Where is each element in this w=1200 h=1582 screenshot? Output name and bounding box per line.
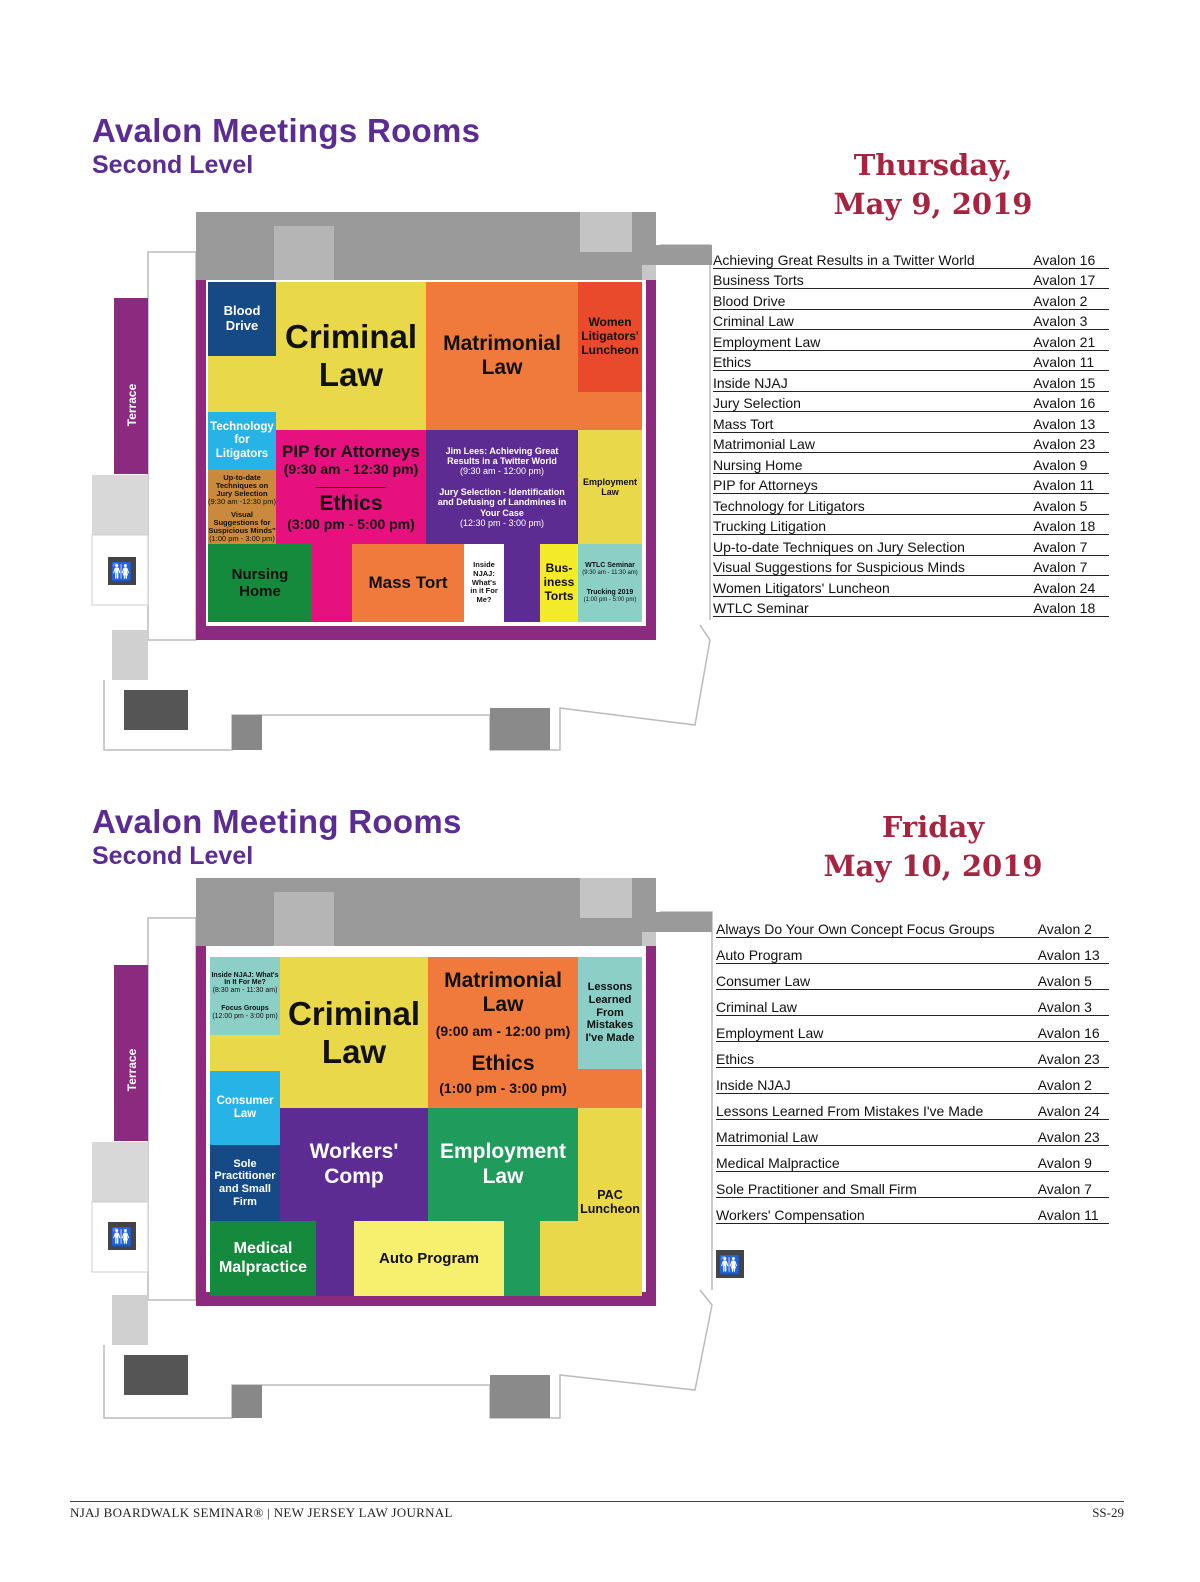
friday-schedule-room: Avalon 13 xyxy=(1034,938,1109,964)
thursday-schedule-row xyxy=(713,453,1109,474)
friday-room-sole-practitioner[interactable]: Sole Practitioner and Small Firm xyxy=(210,1145,280,1221)
svg-text:🚻: 🚻 xyxy=(718,1255,742,1275)
thursday-schedule-row xyxy=(713,350,1109,371)
friday-schedule-event: Lessons Learned From Mistakes I've Made xyxy=(716,1094,1034,1120)
thursday-schedule-room: Avalon 23 xyxy=(1029,432,1109,453)
thursday-pip-label: PIP for Attorneys xyxy=(282,441,420,461)
thursday-uptodate-label: Up-to-date Techniques on Jury Selection xyxy=(215,472,269,498)
friday-date-line2: May 10, 2019 xyxy=(823,849,1043,883)
thursday-room-uptodate[interactable] xyxy=(208,470,276,510)
thursday-page-subtitle: Second Level xyxy=(92,151,254,179)
thursday-schedule-row xyxy=(713,371,1109,392)
thursday-room-nursing-home[interactable]: Nursing Home xyxy=(208,544,312,622)
thursday-terrace-label: Terrace xyxy=(125,383,139,427)
thursday-schedule-room: Avalon 7 xyxy=(1029,535,1109,556)
thursday-schedule-room: Avalon 21 xyxy=(1029,330,1109,351)
thursday-ethics-label: Ethics xyxy=(319,492,383,516)
thursday-schedule-room: Avalon 13 xyxy=(1029,412,1109,433)
thursday-date-line1: Thursday, xyxy=(853,148,1013,182)
thursday-room-women-litigators[interactable]: Women Litigators' Luncheon xyxy=(578,282,642,392)
friday-schedule-room: Avalon 23 xyxy=(1034,1042,1109,1068)
thursday-jim-lees-label: Jim Lees: Achieving Great Results in a Twitter World xyxy=(445,445,559,467)
thursday-schedule-row xyxy=(713,596,1109,617)
footer-rule xyxy=(70,1501,1124,1502)
thursday-uptodate-time: (9:30 am -12:30 pm) xyxy=(208,497,276,507)
friday-room-workers-comp[interactable]: Workers' Comp xyxy=(280,1108,428,1221)
friday-room-filler-3 xyxy=(316,1221,354,1296)
thursday-schedule-row xyxy=(713,432,1109,453)
friday-room-filler-2 xyxy=(578,1069,642,1108)
friday-schedule-row xyxy=(716,1198,1109,1224)
thursday-schedule-row xyxy=(713,576,1109,597)
friday-schedule-event: Workers' Compensation xyxy=(716,1198,1034,1224)
thursday-schedule-event: Up-to-date Techniques on Jury Selection xyxy=(713,535,1029,556)
thursday-schedule-room: Avalon 16 xyxy=(1029,248,1109,268)
thursday-schedule-room: Avalon 11 xyxy=(1029,473,1109,494)
thursday-schedule-row xyxy=(713,473,1109,494)
thursday-pip-time: (9:30 am - 12:30 pm) xyxy=(283,461,419,478)
thursday-visual-label: Visual Suggestions for Suspicious Minds" xyxy=(208,510,276,535)
friday-schedule-room: Avalon 24 xyxy=(1034,1094,1109,1120)
thursday-schedule-event: PIP for Attorneys xyxy=(713,473,1029,494)
friday-terrace-label: Terrace xyxy=(125,1048,139,1092)
thursday-room-visual[interactable] xyxy=(208,510,276,544)
friday-room-inside-njaj[interactable] xyxy=(210,957,280,1035)
thursday-wtlc-label: WTLC Seminar xyxy=(585,562,635,570)
svg-text:🚻: 🚻 xyxy=(110,562,134,582)
friday-date-line1: Friday xyxy=(881,810,985,844)
thursday-schedule-room: Avalon 15 xyxy=(1029,371,1109,392)
friday-room-lessons[interactable]: Lessons Learned From Mistakes I've Made xyxy=(578,957,642,1069)
friday-schedule-event: Criminal Law xyxy=(716,990,1034,1016)
thursday-trucking-label: Trucking 2019 xyxy=(586,589,634,596)
thursday-trucking-time: (1:00 pm - 5:00 pm) xyxy=(583,597,637,604)
friday-schedule-room: Avalon 2 xyxy=(1034,1068,1109,1094)
thursday-room-wtlc-trucking[interactable] xyxy=(578,544,642,622)
friday-schedule-event: Always Do Your Own Concept Focus Groups xyxy=(716,912,1034,938)
friday-schedule-room: Avalon 2 xyxy=(1034,912,1109,938)
thursday-jim-lees-time: (9:30 am - 12:00 pm) xyxy=(459,466,545,477)
thursday-schedule-room: Avalon 24 xyxy=(1029,576,1109,597)
friday-focus-groups-label: Focus Groups xyxy=(221,1004,269,1012)
thursday-schedule-table xyxy=(713,248,1109,617)
friday-room-criminal-law[interactable]: Criminal Law xyxy=(280,957,428,1108)
friday-schedule-event: Ethics xyxy=(716,1042,1034,1068)
friday-room-consumer-law[interactable]: Consumer Law xyxy=(210,1071,280,1145)
thursday-schedule-room: Avalon 9 xyxy=(1029,453,1109,474)
thursday-schedule-row xyxy=(713,412,1109,433)
friday-schedule-row xyxy=(716,1016,1109,1042)
thursday-schedule-room: Avalon 2 xyxy=(1029,289,1109,310)
friday-schedule-row xyxy=(716,1068,1109,1094)
thursday-schedule-row xyxy=(713,391,1109,412)
friday-room-pac-luncheon[interactable]: PAC Luncheon xyxy=(578,1108,642,1296)
thursday-schedule-event: Nursing Home xyxy=(713,453,1029,474)
friday-schedule-room: Avalon 11 xyxy=(1034,1198,1109,1224)
friday-ethics-time: (1:00 pm - 3:00 pm) xyxy=(439,1079,567,1096)
thursday-schedule-event: Inside NJAJ xyxy=(713,371,1029,392)
friday-focus-groups-time: (12:00 pm - 3:00 pm) xyxy=(212,1012,278,1020)
thursday-room-filler-4 xyxy=(504,544,540,622)
thursday-room-filler xyxy=(208,356,276,412)
friday-schedule-event: Consumer Law xyxy=(716,964,1034,990)
thursday-schedule-room: Avalon 3 xyxy=(1029,309,1109,330)
thursday-jury-selection-label: Jury Selection - Identification and Defusing of Landmines in Your Case xyxy=(437,486,567,518)
friday-inside-njaj-time: (8:30 am - 11:30 am) xyxy=(212,987,278,995)
friday-page-subtitle: Second Level xyxy=(92,842,254,870)
svg-text:🚻: 🚻 xyxy=(110,1227,134,1247)
friday-room-employment-law[interactable]: Employment Law xyxy=(428,1108,578,1221)
friday-schedule-room: Avalon 3 xyxy=(1034,990,1109,1016)
thursday-jury-selection-time: (12:30 pm - 3:00 pm) xyxy=(459,517,545,528)
thursday-schedule-room: Avalon 17 xyxy=(1029,268,1109,289)
thursday-schedule-room: Avalon 16 xyxy=(1029,391,1109,412)
friday-schedule-event: Employment Law xyxy=(716,1016,1034,1042)
friday-ethics-label: Ethics xyxy=(471,1051,535,1075)
thursday-room-mass-tort[interactable]: Mass Tort xyxy=(352,544,464,622)
friday-schedule-row xyxy=(716,938,1109,964)
thursday-room-pip-ethics[interactable] xyxy=(276,430,426,544)
thursday-room-filler-3 xyxy=(312,544,352,622)
thursday-schedule-event: Blood Drive xyxy=(713,289,1029,310)
friday-schedule-room: Avalon 16 xyxy=(1034,1016,1109,1042)
friday-date-heading xyxy=(783,808,1083,886)
friday-schedule-row xyxy=(716,990,1109,1016)
thursday-schedule-event: Criminal Law xyxy=(713,309,1029,330)
friday-schedule-row xyxy=(716,1120,1109,1146)
friday-room-matrimonial-ethics[interactable] xyxy=(428,957,578,1108)
thursday-schedule-event: Employment Law xyxy=(713,330,1029,351)
friday-room-medical-malpractice[interactable]: Medical Malpractice xyxy=(210,1221,316,1296)
friday-room-filler-5 xyxy=(540,1221,578,1296)
thursday-room-blood-drive[interactable]: Blood Drive xyxy=(208,282,276,356)
thursday-schedule-row xyxy=(713,248,1109,268)
thursday-schedule-room: Avalon 18 xyxy=(1029,514,1109,535)
thursday-schedule-event: Achieving Great Results in a Twitter World xyxy=(713,248,1029,268)
thursday-schedule-event: Visual Suggestions for Suspicious Minds xyxy=(713,555,1029,576)
thursday-schedule-room: Avalon 18 xyxy=(1029,596,1109,617)
thursday-schedule-event: Technology for Litigators xyxy=(713,494,1029,515)
friday-schedule-room: Avalon 5 xyxy=(1034,964,1109,990)
thursday-schedule-event: Business Torts xyxy=(713,268,1029,289)
thursday-date-heading xyxy=(783,146,1083,224)
thursday-wtlc-time: (9:30 am - 11:30 am) xyxy=(582,570,638,577)
thursday-schedule-row xyxy=(713,494,1109,515)
friday-schedule-row xyxy=(716,912,1109,938)
friday-room-filler-4 xyxy=(504,1221,540,1296)
thursday-room-criminal-law[interactable]: Criminal Law xyxy=(276,282,426,430)
thursday-schedule-row xyxy=(713,289,1109,310)
thursday-schedule-row xyxy=(713,309,1109,330)
thursday-room-technology[interactable]: Technology for Litigators xyxy=(208,412,276,470)
thursday-schedule-room: Avalon 5 xyxy=(1029,494,1109,515)
thursday-schedule-event: Women Litigators' Luncheon xyxy=(713,576,1029,597)
friday-schedule-row xyxy=(716,1146,1109,1172)
friday-schedule-row xyxy=(716,1094,1109,1120)
friday-schedule-row xyxy=(716,1042,1109,1068)
thursday-schedule-event: Jury Selection xyxy=(713,391,1029,412)
friday-schedule-table xyxy=(716,912,1109,1224)
friday-page-title: Avalon Meeting Rooms xyxy=(92,803,462,840)
thursday-room-filler-2 xyxy=(578,392,642,430)
footer-page-number: SS-29 xyxy=(1092,1505,1124,1520)
thursday-schedule-room: Avalon 11 xyxy=(1029,350,1109,371)
friday-schedule-event: Sole Practitioner and Small Firm xyxy=(716,1172,1034,1198)
thursday-schedule-row xyxy=(713,330,1109,351)
thursday-ethics-time: (3:00 pm - 5:00 pm) xyxy=(287,516,415,533)
friday-schedule-event: Auto Program xyxy=(716,938,1034,964)
thursday-room-inside-njaj[interactable]: Inside NJAJ: What's in it For Me? xyxy=(464,544,504,622)
friday-schedule-row xyxy=(716,1172,1109,1198)
thursday-pip-divider xyxy=(316,487,386,488)
thursday-room-jim-lees-jury[interactable] xyxy=(426,430,578,544)
friday-schedule-row xyxy=(716,964,1109,990)
thursday-room-business-torts[interactable]: Bus- iness Torts xyxy=(540,544,578,622)
friday-schedule-room: Avalon 9 xyxy=(1034,1146,1109,1172)
thursday-schedule-row xyxy=(713,555,1109,576)
thursday-schedule-event: Mass Tort xyxy=(713,412,1029,433)
thursday-schedule-row xyxy=(713,535,1109,556)
friday-schedule-event: Medical Malpractice xyxy=(716,1146,1034,1172)
thursday-room-employment-law[interactable]: Employment Law xyxy=(578,430,642,544)
thursday-schedule-event: Matrimonial Law xyxy=(713,432,1029,453)
thursday-schedule-event: Ethics xyxy=(713,350,1029,371)
thursday-room-matrimonial-law[interactable]: Matrimonial Law xyxy=(426,282,578,430)
thursday-schedule-row xyxy=(713,268,1109,289)
friday-room-auto-program[interactable]: Auto Program xyxy=(354,1221,504,1296)
friday-schedule-room: Avalon 23 xyxy=(1034,1120,1109,1146)
footer-publication: NJAJ BOARDWALK SEMINAR® | NEW JERSEY LAW JOURNAL xyxy=(70,1505,453,1520)
thursday-date-line2: May 9, 2019 xyxy=(833,187,1033,221)
thursday-visual-time: (1:00 pm - 3:00 pm) xyxy=(209,533,275,543)
friday-matrimonial-time: (9:00 am - 12:00 pm) xyxy=(435,1023,571,1040)
friday-inside-njaj-label: Inside NJAJ: What's In It For Me? xyxy=(211,971,279,987)
thursday-page-title: Avalon Meetings Rooms xyxy=(92,112,481,149)
thursday-schedule-event: WTLC Seminar xyxy=(713,596,1029,617)
friday-matrimonial-label: Matrimonial Law xyxy=(444,969,562,1017)
friday-schedule-room: Avalon 7 xyxy=(1034,1172,1109,1198)
thursday-schedule-room: Avalon 7 xyxy=(1029,555,1109,576)
friday-schedule-event: Inside NJAJ xyxy=(716,1068,1034,1094)
friday-room-filler xyxy=(210,1035,280,1071)
thursday-schedule-row xyxy=(713,514,1109,535)
friday-schedule-event: Matrimonial Law xyxy=(716,1120,1034,1146)
thursday-schedule-event: Trucking Litigation xyxy=(713,514,1029,535)
